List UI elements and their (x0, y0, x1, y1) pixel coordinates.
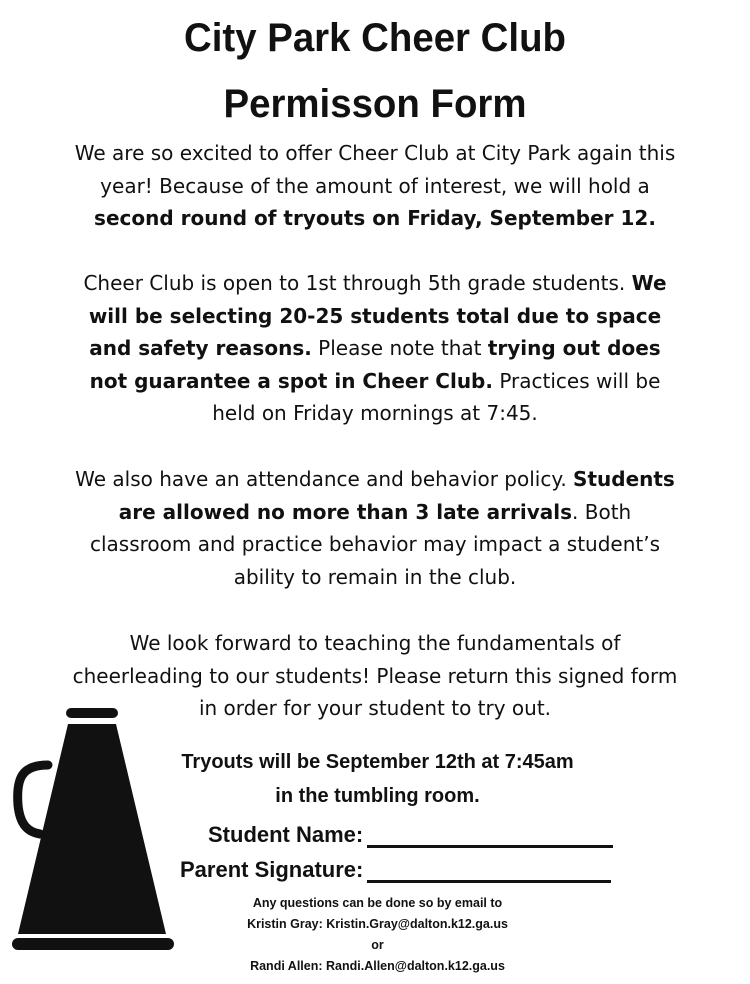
eligibility-text1: Cheer Club is open to 1st through 5th grade students. (83, 271, 632, 295)
intro-bold: second round of tryouts on Friday, September 12. (94, 206, 656, 230)
eligibility-paragraph (70, 267, 680, 430)
contact-randi: Randi Allen: Randi.Allen@dalton.k12.ga.us (250, 959, 505, 973)
contact-intro: Any questions can be done so by email to (252, 896, 503, 910)
policy-text2: . Both classroom and practice behavior may impact a student’s ability to remain in the club. (89, 499, 661, 589)
policy-paragraph (70, 463, 680, 593)
page-title-line2: Permisson Form (223, 82, 527, 126)
tryouts-line1: Tryouts will be September 12th at 7:45am (181, 751, 574, 773)
parent-signature-line[interactable] (367, 858, 611, 883)
contact-kristin: Kristin Gray: Kristin.Gray@dalton.k12.ga.us (247, 917, 508, 931)
page-title-line1: City Park Cheer Club (184, 16, 566, 60)
policy-bold: Students are allowed no more than 3 late arrivals (118, 467, 675, 524)
intro-paragraph (70, 137, 680, 235)
contact-or: or (371, 938, 384, 952)
student-name-field (208, 822, 613, 848)
megaphone-icon (10, 700, 180, 955)
eligibility-text2: Please note that (311, 336, 488, 360)
student-name-label: Student Name: (208, 822, 364, 847)
intro-text: We are so excited to offer Cheer Club at City Park again this year! Because of the amount of interest, we will hold a (74, 141, 676, 198)
parent-signature-field (180, 857, 611, 883)
policy-text1: We also have an attendance and behavior policy. (75, 467, 574, 491)
eligibility-bold2: trying out does not guarantee a spot in Cheer Club. (89, 336, 661, 393)
eligibility-text3: Practices will be held on Friday mornings at 7:45. (212, 368, 661, 425)
student-name-line[interactable] (367, 823, 613, 848)
parent-signature-label: Parent Signature: (180, 857, 364, 882)
tryouts-line2: in the tumbling room. (275, 785, 480, 807)
eligibility-bold1: We will be selecting 20-25 students total due to space and safety reasons. (88, 271, 667, 360)
closing-paragraph: We look forward to teaching the fundamentals of cheerleading to our students! Please return this signed form in order for your student to try out. (72, 631, 678, 720)
